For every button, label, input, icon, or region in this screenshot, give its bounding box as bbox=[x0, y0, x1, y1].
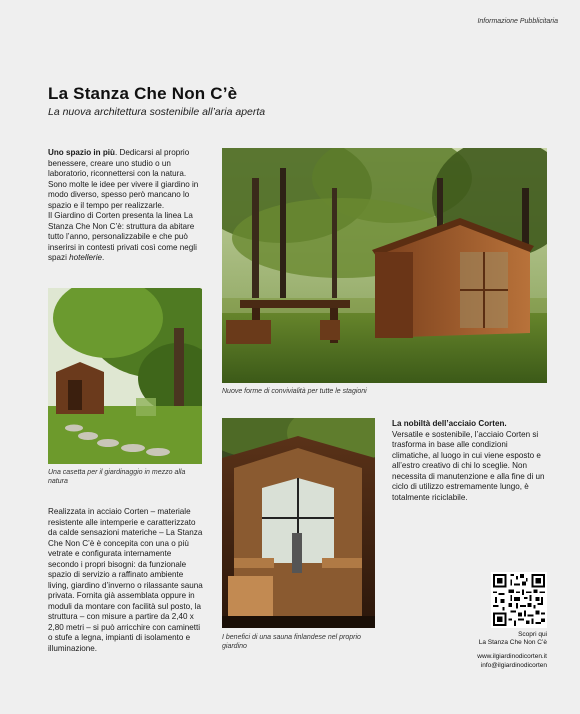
page-subtitle: La nuova architettura sostenibile all’aria aperta bbox=[48, 106, 266, 118]
contact-block bbox=[407, 652, 547, 670]
qr-code[interactable] bbox=[491, 572, 547, 628]
qr-label bbox=[427, 631, 547, 647]
body-right-text: Versatile e sostenibile, l’acciaio Corten si trasforma in base alle condizioni climatiche, al luogo in cui viene esposto e all’estro creativo di chi lo sceglie. Non necessita di manutenzione e alla fine di un ciclo di utilizzo estremamente lungo, è totalmente riciclabile. bbox=[392, 429, 545, 502]
intro-lead-rest: . Dedicarsi al proprio benessere, creare uno studio o un laboratorio, riconnettersi con la natura. Sono molte le idee per vivere il giardino in modo diverso, spesso però mancano lo spazio e il tempo per realizzarle. bbox=[48, 148, 199, 210]
qr-code-icon bbox=[491, 572, 547, 628]
qr-label-line1: Scopri qui bbox=[518, 631, 547, 638]
main-photo-caption: Nuove forme di convivialità per tutte le stagioni bbox=[222, 388, 367, 395]
intro-paragraph bbox=[48, 148, 206, 264]
small-photo-caption: Una casetta per il giardinaggio in mezzo alla natura bbox=[48, 469, 186, 485]
sauna-photo bbox=[222, 418, 375, 628]
qr-label-line2: La Stanza Che Non C’è bbox=[478, 639, 547, 646]
main-photo bbox=[222, 148, 547, 383]
sauna-photo-caption: I benefici di una sauna finlandese nel proprio giardino bbox=[222, 634, 361, 650]
intro-lead: Uno spazio in più bbox=[48, 148, 115, 157]
body-left-paragraph: Realizzata in acciaio Corten – materiale resistente alle intemperie e caratterizzato da calde sensazioni materiche – La Stanza Che Non C’è è concepita con una o più vetrate e configurata internamente secondo i propri bisogni: da funzionale spazio di servizio a raffinato ambiente living, giardino d’inverno o rilassante sauna privata. Fornita già assemblata oppure in moduli da montare con facilità sul posto, la struttura – con misure a partire da 2,40 x 2,80 metri – si può arricchire con caminetti o stufe a legna, impianti di isolamento e illuminazione. bbox=[48, 507, 203, 653]
intro-line2-end: . bbox=[102, 253, 105, 262]
website-link[interactable]: www.ilgiardinodicorten.it bbox=[477, 653, 547, 660]
small-photo bbox=[48, 288, 202, 464]
intro-line2-italic: hotellerie bbox=[69, 253, 103, 262]
intro-line2: Il Giardino di Corten presenta la linea La Stanza Che Non C’è: struttura da abitare tutto l’anno, personalizzabile e che può inserirsi in contesti privati così come negli spazi bbox=[48, 211, 197, 262]
advert-tag: Informazione Pubblicitaria bbox=[477, 18, 558, 25]
body-right-lead: La nobiltà dell’acciaio Corten. bbox=[392, 419, 507, 428]
body-right-paragraph bbox=[392, 419, 548, 503]
email-link[interactable]: info@ilgiardinodicorten bbox=[480, 662, 547, 669]
page-title: La Stanza Che Non C’è bbox=[48, 84, 238, 103]
